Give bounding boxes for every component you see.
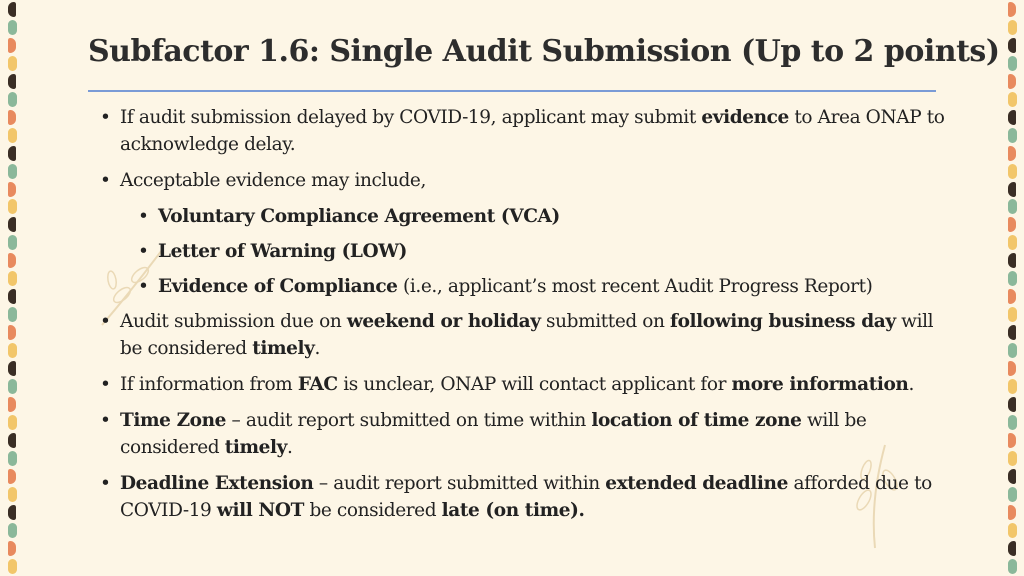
sub-bullet-item: [134, 273, 956, 300]
text: is unclear, ONAP will contact applicant for: [337, 374, 732, 395]
border-dot: [1008, 253, 1016, 268]
bold-text: more information: [731, 374, 909, 395]
border-dot: [1008, 379, 1017, 394]
border-dot: [1008, 451, 1017, 466]
bullet-item: [96, 167, 956, 194]
bold-text: Evidence of Compliance: [158, 276, 398, 297]
border-dot: [8, 128, 17, 143]
border-dot: [1008, 92, 1017, 107]
border-dot: [1008, 325, 1016, 340]
border-dot: [8, 199, 17, 214]
text: to Area ONAP to acknowledge delay.: [120, 107, 945, 155]
border-dot: [8, 397, 16, 412]
border-dot: [8, 74, 16, 89]
bold-text: weekend or holiday: [346, 311, 541, 332]
border-dot: [1008, 199, 1017, 214]
border-dot: [8, 271, 17, 286]
border-dot: [1008, 20, 1017, 35]
bullet-item: [96, 104, 956, 158]
text: .: [314, 338, 320, 359]
border-dot: [8, 487, 17, 502]
border-dot: [8, 146, 16, 161]
bold-text: will NOT: [216, 500, 304, 521]
bold-text: Deadline Extension: [120, 473, 314, 494]
bold-text: timely: [224, 437, 288, 458]
border-dot: [8, 451, 17, 466]
border-dot: [8, 182, 16, 197]
text: Audit submission due on: [120, 311, 347, 332]
bold-text: late (on time).: [441, 500, 585, 521]
border-dot: [8, 289, 16, 304]
border-dot: [8, 559, 17, 574]
text: will be considered: [120, 410, 867, 458]
border-dot: [8, 469, 16, 484]
border-dot: [1008, 397, 1016, 412]
sub-bullet-item: [134, 203, 956, 230]
border-dot: [8, 110, 16, 125]
border-dot: [1008, 74, 1016, 89]
text: will be considered: [120, 311, 934, 359]
border-dot: [8, 92, 17, 107]
border-dot: [1008, 128, 1017, 143]
border-dot: [1008, 487, 1017, 502]
text: submitted on: [540, 311, 671, 332]
border-dot: [8, 433, 16, 448]
border-dot: [8, 541, 16, 556]
page-title: Subfactor 1.6: Single Audit Submission (Up to 2 points): [88, 34, 1000, 69]
title-divider: [88, 90, 936, 92]
border-dot: [8, 505, 16, 520]
bold-text: Time Zone: [120, 410, 227, 431]
border-dot: [1008, 271, 1017, 286]
text: (i.e., applicant’s most recent Audit Progress Report): [397, 276, 873, 297]
left-decorative-border: [0, 0, 24, 576]
border-dot: [1008, 469, 1016, 484]
border-dot: [1008, 289, 1016, 304]
border-dot: [8, 56, 17, 71]
border-dot: [1008, 361, 1016, 376]
bullet-item: [96, 371, 956, 398]
border-dot: [1008, 235, 1017, 250]
bullet-item: [96, 407, 956, 461]
border-dot: [8, 217, 16, 232]
text: afforded due to COVID-19: [120, 473, 932, 521]
text: be considered: [303, 500, 442, 521]
border-dot: [1008, 217, 1016, 232]
text: Acceptable evidence may include,: [120, 170, 426, 191]
border-dot: [8, 325, 16, 340]
bold-text: Letter of Warning (LOW): [158, 241, 407, 262]
border-dot: [1008, 415, 1017, 430]
border-dot: [8, 164, 17, 179]
right-decorative-border: [1000, 0, 1024, 576]
border-dot: [1008, 2, 1016, 17]
border-dot: [1008, 146, 1016, 161]
border-dot: [8, 343, 17, 358]
border-dot: [8, 523, 17, 538]
text: If audit submission delayed by COVID-19, applicant may submit: [120, 107, 702, 128]
border-dot: [8, 415, 17, 430]
border-dot: [1008, 56, 1017, 71]
border-dot: [8, 235, 17, 250]
border-dot: [8, 379, 17, 394]
text: – audit report submitted within: [313, 473, 606, 494]
border-dot: [1008, 182, 1016, 197]
border-dot: [1008, 164, 1017, 179]
border-dot: [8, 361, 16, 376]
border-dot: [1008, 307, 1017, 322]
border-dot: [8, 253, 16, 268]
border-dot: [1008, 541, 1016, 556]
border-dot: [8, 20, 17, 35]
text: – audit report submitted on time within: [226, 410, 592, 431]
bold-text: FAC: [297, 374, 338, 395]
bullet-item: [96, 308, 956, 362]
sub-bullet-item: [134, 238, 956, 265]
bold-text: evidence: [701, 107, 789, 128]
border-dot: [1008, 110, 1016, 125]
bold-text: Voluntary Compliance Agreement (VCA): [158, 206, 560, 227]
bold-text: extended deadline: [605, 473, 788, 494]
text: .: [287, 437, 293, 458]
border-dot: [8, 38, 16, 53]
bullet-item: [96, 470, 956, 524]
bold-text: location of time zone: [591, 410, 802, 431]
bullet-list: [96, 104, 956, 533]
border-dot: [1008, 433, 1016, 448]
bold-text: timely: [252, 338, 315, 359]
border-dot: [8, 307, 17, 322]
text: .: [908, 374, 914, 395]
border-dot: [1008, 38, 1016, 53]
border-dot: [1008, 559, 1017, 574]
border-dot: [1008, 343, 1017, 358]
text: If information from: [120, 374, 298, 395]
border-dot: [8, 2, 16, 17]
border-dot: [1008, 505, 1016, 520]
bold-text: following business day: [670, 311, 896, 332]
border-dot: [1008, 523, 1017, 538]
